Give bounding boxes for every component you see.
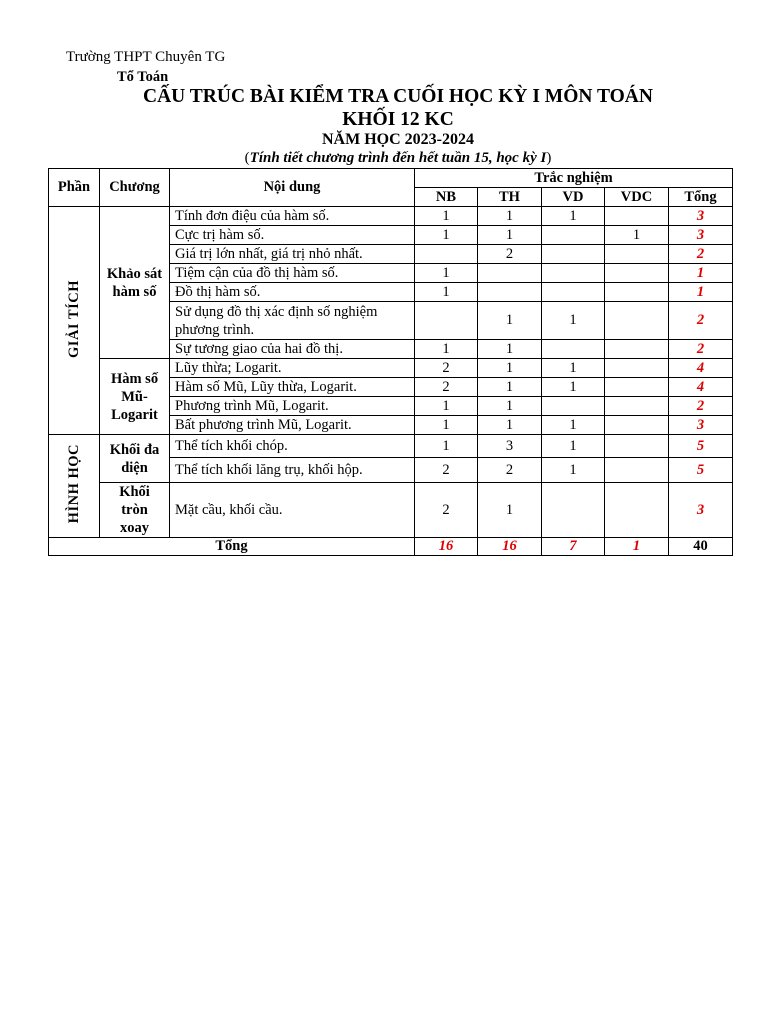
cell-vdc: 1 bbox=[605, 226, 669, 245]
cell-nb: 1 bbox=[415, 435, 478, 458]
cell-vd bbox=[542, 226, 605, 245]
chapter-khao-sat-ham-so: Khảo sát hàm số bbox=[100, 207, 170, 359]
chapter-khoi-tron-xoay: Khối tròn xoay bbox=[100, 483, 170, 538]
total-row bbox=[49, 538, 733, 556]
header-tong: Tổng bbox=[669, 188, 733, 207]
school-year: NĂM HỌC 2023-2024 bbox=[322, 131, 474, 148]
table-row bbox=[49, 483, 733, 538]
cell-vdc bbox=[605, 483, 669, 538]
cell-th: 1 bbox=[478, 340, 542, 359]
header-vd: VD bbox=[542, 188, 605, 207]
header-noi-dung: Nội dung bbox=[170, 169, 415, 207]
cell-vd bbox=[542, 483, 605, 538]
cell-nb: 1 bbox=[415, 416, 478, 435]
cell-total: 4 bbox=[669, 359, 733, 378]
cell-nb: 1 bbox=[415, 207, 478, 226]
cell-nb: 2 bbox=[415, 458, 478, 483]
cell-th: 2 bbox=[478, 458, 542, 483]
cell-vdc bbox=[605, 207, 669, 226]
cell-th: 1 bbox=[478, 416, 542, 435]
cell-total: 3 bbox=[669, 207, 733, 226]
exam-matrix-table bbox=[48, 168, 733, 556]
cell-nb: 2 bbox=[415, 359, 478, 378]
cell-nb: 2 bbox=[415, 483, 478, 538]
row-content: Cực trị hàm số. bbox=[170, 226, 415, 245]
cell-vdc bbox=[605, 458, 669, 483]
cell-vdc bbox=[605, 359, 669, 378]
row-content: Phương trình Mũ, Logarit. bbox=[170, 397, 415, 416]
header-th: TH bbox=[478, 188, 542, 207]
cell-vdc bbox=[605, 264, 669, 283]
cell-vdc bbox=[605, 378, 669, 397]
section-hinh-hoc: HÌNH HỌC bbox=[49, 435, 100, 538]
row-content: Giá trị lớn nhất, giá trị nhỏ nhất. bbox=[170, 245, 415, 264]
cell-vdc bbox=[605, 397, 669, 416]
total-vd: 7 bbox=[542, 538, 605, 556]
cell-th: 1 bbox=[478, 226, 542, 245]
cell-th: 1 bbox=[478, 483, 542, 538]
cell-vdc bbox=[605, 416, 669, 435]
cell-total: 5 bbox=[669, 435, 733, 458]
cell-nb: 1 bbox=[415, 226, 478, 245]
cell-total: 1 bbox=[669, 264, 733, 283]
cell-nb bbox=[415, 302, 478, 340]
header-nb: NB bbox=[415, 188, 478, 207]
chapter-khoi-da-dien: Khối đa diện bbox=[100, 435, 170, 483]
row-content: Tính đơn điệu của hàm số. bbox=[170, 207, 415, 226]
cell-total: 2 bbox=[669, 245, 733, 264]
row-content: Lũy thừa; Logarit. bbox=[170, 359, 415, 378]
row-content: Bất phương trình Mũ, Logarit. bbox=[170, 416, 415, 435]
row-content: Đồ thị hàm số. bbox=[170, 283, 415, 302]
cell-vd bbox=[542, 340, 605, 359]
cell-vd bbox=[542, 397, 605, 416]
cell-vd: 1 bbox=[542, 207, 605, 226]
cell-nb: 2 bbox=[415, 378, 478, 397]
cell-total: 3 bbox=[669, 483, 733, 538]
cell-vdc bbox=[605, 340, 669, 359]
cell-total: 3 bbox=[669, 226, 733, 245]
total-vdc: 1 bbox=[605, 538, 669, 556]
header-chuong: Chương bbox=[100, 169, 170, 207]
cell-th bbox=[478, 264, 542, 283]
cell-total: 2 bbox=[669, 340, 733, 359]
cell-nb: 1 bbox=[415, 397, 478, 416]
cell-total: 1 bbox=[669, 283, 733, 302]
cell-th: 2 bbox=[478, 245, 542, 264]
grade-title: KHỐI 12 KC bbox=[342, 109, 454, 130]
cell-total: 4 bbox=[669, 378, 733, 397]
cell-vdc bbox=[605, 245, 669, 264]
cell-vd bbox=[542, 264, 605, 283]
cell-nb bbox=[415, 245, 478, 264]
header-phan: Phần bbox=[49, 169, 100, 207]
cell-vd bbox=[542, 283, 605, 302]
cell-vdc bbox=[605, 435, 669, 458]
row-content: Sử dụng đồ thị xác định số nghiệm phương trình. bbox=[170, 302, 415, 340]
header-vdc: VDC bbox=[605, 188, 669, 207]
section-giai-tich: GIẢI TÍCH bbox=[49, 207, 100, 435]
row-content: Thể tích khối lăng trụ, khối hộp. bbox=[170, 458, 415, 483]
cell-nb: 1 bbox=[415, 283, 478, 302]
subtitle-text: Tính tiết chương trình đến hết tuần 15, học kỳ I bbox=[249, 150, 547, 166]
cell-vdc bbox=[605, 302, 669, 340]
cell-total: 3 bbox=[669, 416, 733, 435]
cell-vd: 1 bbox=[542, 359, 605, 378]
cell-vd: 1 bbox=[542, 416, 605, 435]
cell-vd: 1 bbox=[542, 378, 605, 397]
table-row bbox=[49, 359, 733, 378]
cell-vd: 1 bbox=[542, 435, 605, 458]
cell-th: 1 bbox=[478, 359, 542, 378]
table-row bbox=[49, 435, 733, 458]
total-label: Tổng bbox=[49, 538, 415, 556]
cell-th: 1 bbox=[478, 378, 542, 397]
total-nb: 16 bbox=[415, 538, 478, 556]
cell-total: 2 bbox=[669, 302, 733, 340]
row-content: Thể tích khối chóp. bbox=[170, 435, 415, 458]
cell-total: 2 bbox=[669, 397, 733, 416]
cell-th bbox=[478, 283, 542, 302]
cell-vd bbox=[542, 245, 605, 264]
cell-vdc bbox=[605, 283, 669, 302]
cell-th: 1 bbox=[478, 302, 542, 340]
row-content: Hàm số Mũ, Lũy thừa, Logarit. bbox=[170, 378, 415, 397]
row-content: Tiệm cận của đồ thị hàm số. bbox=[170, 264, 415, 283]
chapter-ham-so-mu-logarit: Hàm số Mũ-Logarit bbox=[100, 359, 170, 435]
header-trac-nghiem: Trắc nghiệm bbox=[415, 169, 733, 188]
cell-nb: 1 bbox=[415, 340, 478, 359]
table-row bbox=[49, 207, 733, 226]
cell-th: 1 bbox=[478, 397, 542, 416]
cell-vd: 1 bbox=[542, 458, 605, 483]
document-title: CẤU TRÚC BÀI KIỂM TRA CUỐI HỌC KỲ I MÔN TOÁN bbox=[143, 86, 653, 107]
row-content: Sự tương giao của hai đồ thị. bbox=[170, 340, 415, 359]
cell-nb: 1 bbox=[415, 264, 478, 283]
cell-th: 1 bbox=[478, 207, 542, 226]
department-name: Tổ Toán bbox=[117, 69, 169, 85]
cell-th: 3 bbox=[478, 435, 542, 458]
header-row-1 bbox=[49, 169, 733, 188]
school-name: Trường THPT Chuyên TG bbox=[66, 49, 226, 65]
grand-total: 40 bbox=[669, 538, 733, 556]
row-content: Mặt cầu, khối cầu. bbox=[170, 483, 415, 538]
subtitle-note: (Tính tiết chương trình đến hết tuần 15, học kỳ I) bbox=[244, 150, 552, 166]
total-th: 16 bbox=[478, 538, 542, 556]
cell-total: 5 bbox=[669, 458, 733, 483]
cell-vd: 1 bbox=[542, 302, 605, 340]
